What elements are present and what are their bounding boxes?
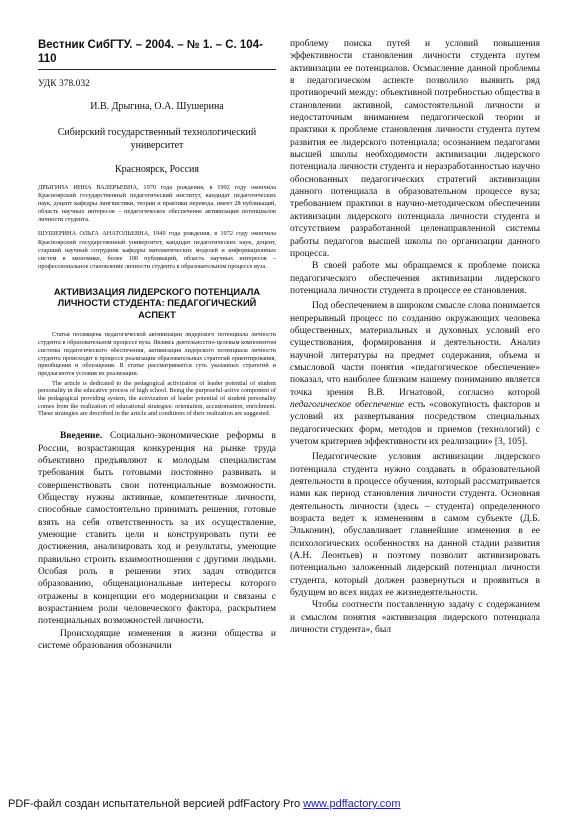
udk-code: УДК 378.032 xyxy=(38,79,90,89)
author-bio: ШУШЕРИНА ОЛЬГА АНАТОЛЬЕВНА, 1949 года рождения, в 1972 году окончила Красноярский государственный университет, кандидат педагогических наук, доцент, старший научный сотрудник кафедры математических моделей и информационных систем в экономике, более 100 публикаций, область научных интересов – профессиональное становление личности студента в образовательном процессе вуза. xyxy=(38,230,276,270)
intro-paragraph xyxy=(38,430,276,628)
right-column xyxy=(290,38,540,637)
article-title: АКТИВИЗАЦИЯ ЛИДЕРСКОГО ПОТЕНЦИАЛА ЛИЧНОСТИ СТУДЕНТА: ПЕДАГОГИЧЕСКИЙ АСПЕКТ xyxy=(53,286,261,320)
authors: И.В. Дрыгина, О.А. Шушерина xyxy=(90,101,224,112)
pdffactory-link[interactable]: www.pdffactory.com xyxy=(303,798,401,810)
body-paragraph: проблему поиска путей и условий повышения эффективности становления личности студента путем активизации ее потенциалов. Осмысление данной проблемы в педагогическом аспекте позволило выявить ряд противоречий между: объективной потребностью общества в становлении активной, самостоятельной личности и недостаточным вниманием педагогической теории и практики к проблеме становления личности студента путем развития ее лидерского потенциала; осознанием педагогами высшей школы необходимости активизации лидерского потенциала личности студента и неразработанностью научно обоснованных педагогических стратегий активизации данного потенциала в образовательном процессе вуза; требованием практики в научно-методическом обеспечении активизации лидерского потенциала личности студента и отсутствием разработанной целенаправленной системы работы педагогов высшей школы по организации данного процесса. xyxy=(290,39,540,259)
body-paragraph: Чтобы соотнести поставленную задачу с содержанием и смыслом понятия «активизация лидерского потенциала личности студента», был xyxy=(290,600,540,636)
left-column xyxy=(38,38,276,652)
footer-text: PDF-файл создан испытательной версией pdfFactory Pro xyxy=(8,798,304,810)
body-paragraph xyxy=(290,300,540,448)
paragraph-text: есть «совокупность факторов и условий их развертывания посредством специальных педагогических форм, методов и приемов (технологий) с учетом критериев эффективности их реализации» [3, 105]. xyxy=(290,399,540,447)
intro-text: Социально-экономические реформы в России, возрастающая конкуренция на рынке труда объективно предъявляют к молодым специалистам требования быть готовыми постоянно развивать и совершенствовать свои потенциальные возможности. Обществу нужны активные, компетентные личности, способные самостоятельно принимать решения, готовые взять на себя ответственность за их осуществление, умеющие ставить цели и конструировать пути ее достижения, анализировать ход и результаты, умеющие правильно строить взаимоотношения с другими людьми. Особая роль в решении этих задач отводится образованию, общенациональные интересы которого отражены в концепции его модернизации и связаны с возрастанием роли человеческого фактора, раскрытием потенциальных возможностей личности. xyxy=(38,431,276,627)
pdf-watermark-footer xyxy=(8,798,401,810)
journal-citation: Вестник СибГТУ. – 2004. – № 1. – С. 104-110 xyxy=(38,39,263,65)
paragraph-text: Под обеспечением в широком смысле слова понимается непрерывный процесс по созданию окружающих человека общественных, материальных и духовных условий его существования, формирования и деятельности. Анализ научной литературы на предмет содержания, объема и смысловой части понятия «педагогическое обеспечение» показал, что наиболее близким нашему пониманию является точка зрения В.В. Игнатовой, согласно которой xyxy=(290,301,540,398)
body-paragraph: Происходящие изменения в жизни общества и системе образования обозначили xyxy=(38,628,276,652)
body-paragraph: Педагогические условия активизации лидерского потенциала студента нужно создавать в образовательной деятельности в процессе обучения, который рассматривается нами как период становления личности студента. Основная деятельность личности (здесь – студента) определенного возраста ведет к изменениям в самом субъекте (Д.Б. Эльконин), обуславливает главнейшие изменения в ее психологических особенностях на данной стадии развития (А.Н. Леонтьев) и поэтому позволит активизировать потенциально заложенный лидерский потенциал личности студента, который должен развернуться и проявиться в будущем во всех видах ее жизнедеятельности. xyxy=(290,452,540,599)
body-paragraph: В своей работе мы обращаемся к проблеме поиска педагогического обеспечения активизации лидерского потенциала личности студента в процессе ее становления. xyxy=(290,261,540,296)
author-bio: ДРЫГИНА ИННА ВАЛЕРЬЕВНА, 1970 года рождения, в 1992 году окончила Красноярский государственный педагогический институт, кандидат педагогических наук, доцент кафедры лингвистики, теории и практики перевода, имеет 28 публикаций, область научных интересов – педагогическое обеспечение активизации потенциалов личности студента. xyxy=(38,184,276,224)
city: Красноярск, Россия xyxy=(115,164,199,175)
abstract-en: The article is dedicated to the pedagogical activization of leader potential of student personality in the educative process of high school. Being the purposeful-active component of the pedagogical providing system, the activization of leader potential of student personality comes from the realization of educational strategies: orientation, accustomation, enrichment. These strategies are described in the article and conditions of their realization are suggested. xyxy=(38,379,276,418)
header-rule xyxy=(38,69,276,70)
italic-term: педагогическое обеспечение xyxy=(290,399,405,410)
abstract-ru: Статья посвящена педагогической активизации лидерского потенциала личности студента в образовательном процессе вуза. Являясь деятельностно-целевым компонентом системы педагогического обеспечения, активизация лидерского потенциала личности студента происходит в процессе реализации образовательных стратегий ориентирования, приобщения и обогащения. В статье рассматривается суть указанных стратегий и предлагаются условия их реализации. xyxy=(38,331,276,377)
affiliation: Сибирский государственный технологический университет xyxy=(57,127,257,151)
intro-heading: Введение. xyxy=(60,431,103,442)
